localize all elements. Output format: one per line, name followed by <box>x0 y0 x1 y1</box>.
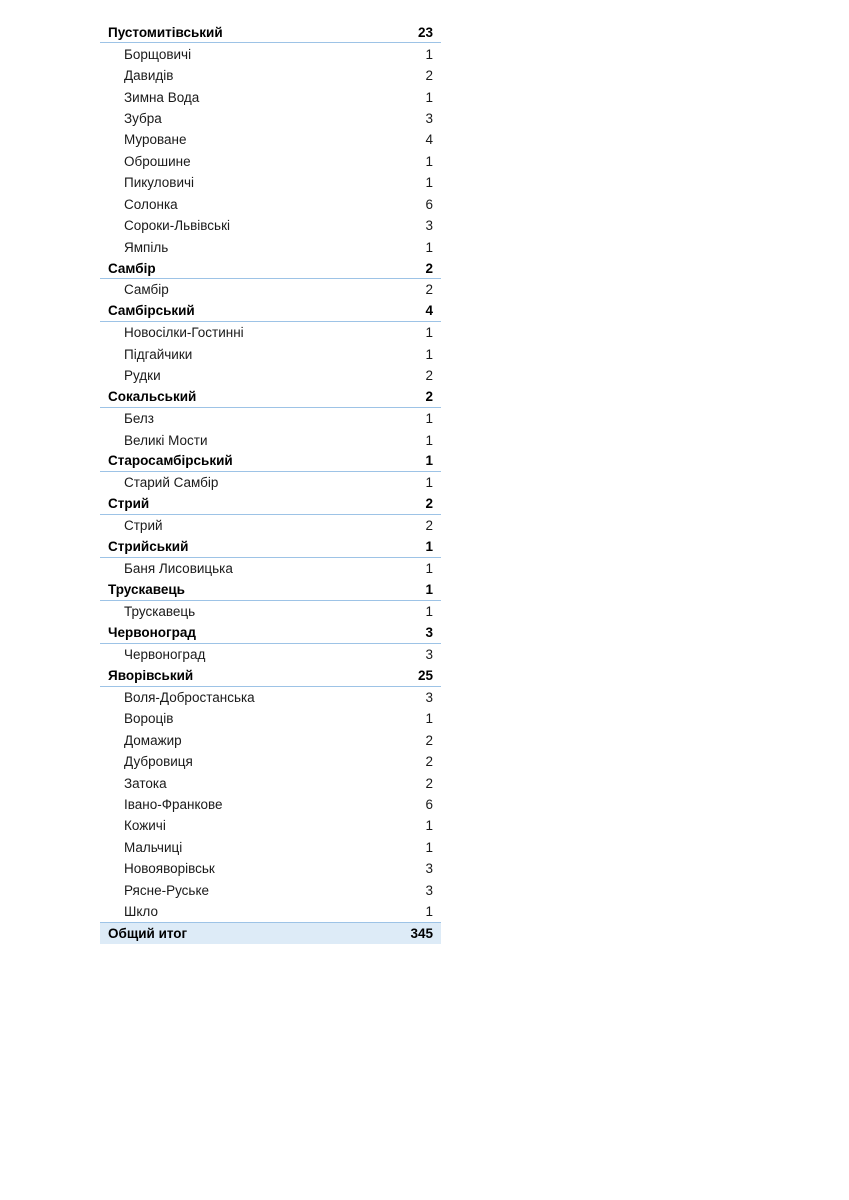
group-row-value: 23 <box>417 24 433 40</box>
item-row-label: Стрий <box>124 518 163 534</box>
item-row <box>100 837 441 858</box>
item-row-label: Червоноград <box>124 646 206 662</box>
group-row-label: Стрийський <box>108 539 189 555</box>
item-row <box>100 515 441 536</box>
item-row-label: Зубра <box>124 110 162 126</box>
item-row-label: Зимна Вода <box>124 89 200 105</box>
item-row <box>100 65 441 86</box>
group-row <box>100 665 441 686</box>
item-row <box>100 708 441 729</box>
item-row-label: Солонка <box>124 196 178 212</box>
item-row-value: 1 <box>425 325 433 341</box>
item-row <box>100 344 441 365</box>
item-row <box>100 365 441 386</box>
item-row-value: 3 <box>425 110 433 126</box>
item-row-value: 1 <box>425 175 433 191</box>
group-row <box>100 258 441 279</box>
item-row-value: 1 <box>425 561 433 577</box>
item-row-label: Підгайчики <box>124 346 193 362</box>
group-row-value: 25 <box>417 667 433 683</box>
item-row-value: 3 <box>425 861 433 877</box>
item-row-label: Новосілки-Гостинні <box>124 325 244 341</box>
item-row-label: Рясне-Руське <box>124 882 210 898</box>
group-row-label: Стрий <box>108 496 150 512</box>
group-row <box>100 301 441 322</box>
item-row-value: 1 <box>425 239 433 255</box>
group-row-value: 1 <box>425 453 433 469</box>
item-row-label: Самбір <box>124 282 169 298</box>
group-row <box>100 579 441 600</box>
item-row <box>100 880 441 901</box>
group-row-label: Самбір <box>108 260 156 276</box>
item-row-label: Дубровиця <box>124 754 193 770</box>
item-row-label: Ямпіль <box>124 239 169 255</box>
item-row-label: Муроване <box>124 132 187 148</box>
group-row-label: Трускавець <box>108 582 185 598</box>
item-row <box>100 772 441 793</box>
item-row-label: Трускавець <box>124 604 196 620</box>
item-row-label: Кожичі <box>124 818 166 834</box>
item-row-value: 1 <box>425 839 433 855</box>
item-row <box>100 43 441 64</box>
group-row-label: Яворівський <box>108 667 194 683</box>
group-row-label: Старосамбірський <box>108 453 233 469</box>
group-row-label: Червоноград <box>108 624 196 640</box>
item-row-value: 1 <box>425 604 433 620</box>
item-row <box>100 601 441 622</box>
group-row <box>100 451 441 472</box>
group-row <box>100 622 441 643</box>
group-row-label: Самбірський <box>108 303 195 319</box>
item-row <box>100 429 441 450</box>
item-row <box>100 558 441 579</box>
item-row-label: Івано-Франкове <box>124 796 223 812</box>
item-row-label: Новояворівськ <box>124 861 215 877</box>
item-row-value: 1 <box>425 432 433 448</box>
item-row <box>100 815 441 836</box>
item-row <box>100 751 441 772</box>
item-row-label: Затока <box>124 775 167 791</box>
item-row-value: 1 <box>425 46 433 62</box>
item-row <box>100 86 441 107</box>
item-row <box>100 644 441 665</box>
item-row-value: 2 <box>425 282 433 298</box>
group-row <box>100 386 441 407</box>
item-row-value: 3 <box>425 646 433 662</box>
grand-total-row-label: Общий итог <box>108 926 188 942</box>
item-row <box>100 108 441 129</box>
item-row <box>100 322 441 343</box>
item-row <box>100 172 441 193</box>
group-row-value: 2 <box>425 496 433 512</box>
item-row-value: 1 <box>425 818 433 834</box>
item-row <box>100 279 441 300</box>
item-row <box>100 129 441 150</box>
group-row <box>100 494 441 515</box>
item-row <box>100 215 441 236</box>
group-row-value: 2 <box>425 260 433 276</box>
item-row <box>100 687 441 708</box>
item-row <box>100 151 441 172</box>
item-row-value: 3 <box>425 882 433 898</box>
group-row-value: 2 <box>425 389 433 405</box>
item-row-value: 6 <box>425 796 433 812</box>
group-row-value: 1 <box>425 539 433 555</box>
group-row-value: 4 <box>425 303 433 319</box>
grand-total-row-value: 345 <box>410 926 433 942</box>
group-row-label: Пустомитівський <box>108 24 223 40</box>
item-row-label: Сороки-Львівські <box>124 218 230 234</box>
item-row-label: Борщовичі <box>124 46 192 62</box>
item-row-label: Шкло <box>124 904 158 920</box>
item-row-label: Баня Лисовицька <box>124 561 233 577</box>
item-row-label: Старий Самбір <box>124 475 219 491</box>
item-row-label: Оброшине <box>124 153 191 169</box>
item-row-value: 1 <box>425 346 433 362</box>
item-row <box>100 901 441 922</box>
item-row-label: Давидів <box>124 68 174 84</box>
item-row <box>100 472 441 493</box>
item-row-value: 2 <box>425 775 433 791</box>
item-row-value: 2 <box>425 368 433 384</box>
item-row-value: 1 <box>425 475 433 491</box>
group-row-value: 1 <box>425 582 433 598</box>
item-row-label: Домажир <box>124 732 182 748</box>
item-row-label: Мальчиці <box>124 839 183 855</box>
group-row <box>100 537 441 558</box>
grand-total-row <box>100 922 441 943</box>
item-row <box>100 236 441 257</box>
item-row-value: 1 <box>425 89 433 105</box>
item-row-value: 3 <box>425 689 433 705</box>
item-row-value: 4 <box>425 132 433 148</box>
item-row-label: Рудки <box>124 368 161 384</box>
group-row <box>100 22 441 43</box>
item-row-value: 2 <box>425 732 433 748</box>
item-row-value: 6 <box>425 196 433 212</box>
item-row-value: 1 <box>425 411 433 427</box>
item-row-value: 2 <box>425 68 433 84</box>
pivot-table <box>100 22 441 944</box>
item-row <box>100 858 441 879</box>
item-row-value: 3 <box>425 218 433 234</box>
item-row-label: Пикуловичі <box>124 175 195 191</box>
item-row-value: 1 <box>425 153 433 169</box>
item-row-value: 2 <box>425 754 433 770</box>
item-row-label: Воля-Добростанська <box>124 689 255 705</box>
item-row-value: 1 <box>425 711 433 727</box>
group-row-value: 3 <box>425 624 433 640</box>
item-row <box>100 794 441 815</box>
item-row <box>100 408 441 429</box>
item-row-label: Белз <box>124 411 154 427</box>
group-row-label: Сокальський <box>108 389 197 405</box>
item-row <box>100 194 441 215</box>
item-row <box>100 729 441 750</box>
item-row-label: Вороців <box>124 711 174 727</box>
item-row-label: Великі Мости <box>124 432 208 448</box>
item-row-value: 2 <box>425 518 433 534</box>
item-row-value: 1 <box>425 904 433 920</box>
